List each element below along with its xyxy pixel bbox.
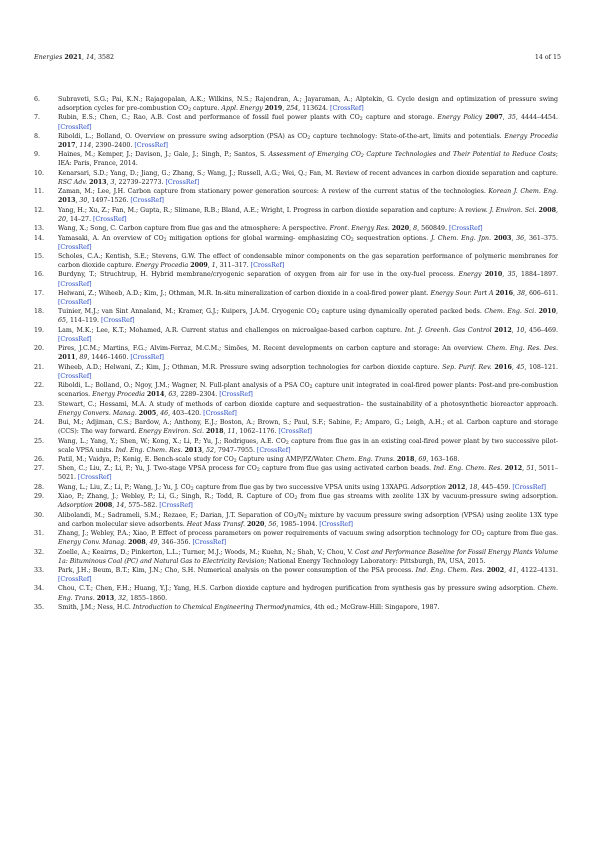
reference-item xyxy=(34,566,558,584)
reference-number: 20. xyxy=(34,345,44,353)
reference-text: Zhang, J.; Webley, P.A.; Xiao, P. Effect of process parameters on power requirements of vacuum swing adsorption technology for $CO_2$ capture from flue gas. Energy Conv. Manag. 2008, 49, 346–356. xyxy=(58,530,558,547)
reference-item xyxy=(34,548,558,566)
reference-text: Haines, M.; Kemper, J.; Davison, J.; Gale, J.; Singh, P.; Santos, S. Assessment of Emerging $CO_2$ Capture Technologies and Their Potential to Reduce Costs; IEA: Paris, France, 2014. xyxy=(58,151,558,168)
reference-text: Yang, H.; Xu, Z.; Fan, M.; Gupta, R.; Slimane, R.B.; Bland, A.E.; Wright, I. Progress in carbon dioxide separation and capture: A review. J. Environ. Sci. 2008, 20, 14–27. xyxy=(58,206,558,223)
journal-volume: 14 xyxy=(85,54,94,61)
reference-item xyxy=(34,363,558,381)
reference-text: Rubin, E.S.; Chen, C.; Rao, A.B. Cost and performance of fossil fuel power plants with $CO_2$ capture and storage. Energy Policy 2007, 35, 4444–4454. xyxy=(58,114,559,123)
crossref-link[interactable]: [CrossRef] xyxy=(219,391,253,399)
reference-number: 27. xyxy=(34,465,44,473)
crossref-link[interactable]: [CrossRef] xyxy=(100,317,135,325)
reference-text: Zoelle, A.; Keairns, D.; Pinkerton, L.L.; Turner, M.J.; Woods, M.; Kuehn, N.; Shah, V.; Chou, V. Cost and Performance Baseline for Fossil Energy Plants Volume 1a: Bituminous Coal (PC) and Natural Gas to Electricity Revision; National Energy Technology Laboratory: Pittsburgh, PA, USA, 2015. xyxy=(58,548,558,565)
reference-number: 34. xyxy=(34,585,44,593)
reference-text: Stewart, C.; Hessami, M.A. A study of methods of carbon dioxide capture and sequestration– the sustainability of a photosynthetic bioreactor approach. Energy Convers. Manag. 2005, 46, 403–420. xyxy=(58,400,558,417)
reference-number: 12. xyxy=(34,206,44,214)
reference-text: Xiao, P.; Zhang, J.; Webley, P.; Li, G.; Singh, R.; Todd, R. Capture of $CO_2$ from flue gas streams with zeolite 13X by vacuum-pressure swing adsorption. Adsorption 2008, 14, 575–582. xyxy=(58,493,558,510)
reference-text: Scholes, C.A.; Kentish, S.E.; Stevens, G.W. The effect of condensable minor components on the gas separation performance of polymeric membranes for carbon dioxide capture. Energy Procedia 2009, 1, 311–317. xyxy=(58,252,558,270)
reference-text: Alibolandi, M.; Sadrameli, S.M.; Rezaee, F.; Darian, J.T. Separation of $CO_2/N_2$ mixture by vacuum pressure swing adsorption (VPSA) using zeolite 13X type and carbon molecular sieve adsorbents. Heat Mass Transf. 2020, 56, 1985–1994. xyxy=(58,511,558,528)
crossref-link[interactable]: [CrossRef] xyxy=(134,142,168,149)
crossref-link[interactable]: [CrossRef] xyxy=(512,483,546,491)
journal-citation: Energies 2021, 14, 3582 xyxy=(34,54,115,61)
reference-item xyxy=(34,95,558,113)
reference-item xyxy=(34,455,558,464)
reference-text: Pires, J.C.M.; Martins, F.G.; Alvim-Ferraz, M.C.M.; Simões, M. Recent developments on carbon capture and storage: An overview. Chem. Eng. Res. Des. 2011, 89, 1446–1460. xyxy=(58,345,558,362)
crossref-link[interactable]: [CrossRef] xyxy=(77,474,112,482)
reference-item xyxy=(34,381,558,399)
reference-item xyxy=(34,418,558,436)
reference-number: 26. xyxy=(34,455,44,463)
reference-number: 23. xyxy=(34,400,44,408)
crossref-link[interactable]: [CrossRef] xyxy=(130,354,164,362)
reference-text: Smith, J.M.; Ness, H.C. Introduction to Chemical Engineering Thermodynamics, 4th ed.; McGraw-Hill: Singapore, 1987. xyxy=(58,603,440,611)
crossref-link[interactable]: [CrossRef] xyxy=(250,262,285,270)
reference-text: Tuinier, M.J.; van Sint Annaland, M.; Kramer, G.J.; Kuipers, J.A.M. Cryogenic $CO_2$ capture using dynamically operated packed beds. Chem. Eng. Sci. 2010, 65, 114–119. xyxy=(58,308,558,325)
reference-number: 11. xyxy=(34,188,44,196)
reference-number: 18. xyxy=(34,308,44,316)
reference-number: 35. xyxy=(34,603,44,611)
crossref-link[interactable]: [CrossRef] xyxy=(58,123,92,131)
reference-number: 31. xyxy=(34,530,44,538)
crossref-link[interactable]: [CrossRef] xyxy=(165,178,200,186)
crossref-link[interactable]: [CrossRef] xyxy=(58,372,92,380)
reference-item xyxy=(34,113,558,131)
crossref-link[interactable]: [CrossRef] xyxy=(58,335,92,343)
reference-item xyxy=(34,584,558,602)
crossref-link[interactable]: [CrossRef] xyxy=(278,428,312,436)
journal-name: Energies xyxy=(34,54,63,61)
reference-item xyxy=(34,511,558,529)
reference-number: 22. xyxy=(34,382,44,390)
reference-number: 13. xyxy=(34,225,44,233)
reference-text: Yamasaki, A. An overview of $CO_2$ mitigation options for global warming- emphasizing $CO_2$ sequestration options. J. Chem. Eng. Jpn. 2003, 36, 361–375. xyxy=(58,234,558,243)
reference-text: Helwani, Z.; Wiheeb, A.D.; Kim, J.; Othman, M.R. In-situ mineralization of carbon dioxide in a coal-fired power plant. Energy Sour. Part A 2016, 38, 606–611. xyxy=(58,289,558,297)
crossref-link[interactable]: [CrossRef] xyxy=(130,197,164,205)
crossref-link[interactable]: [CrossRef] xyxy=(203,409,237,417)
reference-text: Wiheeb, A.D.; Helwani, Z.; Kim, J.; Othman, M.R. Pressure swing adsorption technologies for carbon dioxide capture. Sep. Purif. Rev. 2016, 45, 108–121. xyxy=(58,363,558,371)
reference-number: 33. xyxy=(34,566,44,574)
reference-item xyxy=(34,483,558,492)
reference-item xyxy=(34,150,558,168)
crossref-link[interactable]: [CrossRef] xyxy=(58,576,92,584)
reference-item xyxy=(34,187,558,205)
crossref-link[interactable]: [CrossRef] xyxy=(159,502,193,510)
reference-text: Riboldi, L.; Bolland, O.; Ngoy, J.M.; Wagner, N. Full-plant analysis of a PSA $CO_2$ capture unit integrated in coal-fired power plants: Post-and pre-combustion scenarios. Energy Procedia 2014, 63, 2289–2304. xyxy=(58,382,559,399)
page-number: 14 of 15 xyxy=(534,54,561,61)
reference-text: Subraveti, S.G.; Pai, K.N.; Rajagopalan, A.K.; Wilkins, N.S.; Rajendran, A.; Jayaraman, A.; Alptekin, G. Cycle design and optimization of pressure swing adsorption cycles for pre-combustion $CO_2$ capture. Appl. Energy 2019, 254, 113624. xyxy=(58,96,558,114)
reference-number: 9. xyxy=(34,151,40,159)
article-number: 3582 xyxy=(98,54,115,61)
reference-item xyxy=(34,234,558,252)
reference-text: Zaman, M.; Lee, J.H. Carbon capture from stationary power generation sources: A review of the current status of the technologies. Korean J. Chem. Eng. 2013, 30, 1497–1526. xyxy=(58,188,558,205)
journal-year: 2021 xyxy=(64,54,82,61)
reference-number: 15. xyxy=(34,252,44,260)
reference-number: 30. xyxy=(34,511,44,519)
reference-item xyxy=(34,270,558,288)
reference-item xyxy=(34,206,558,224)
reference-item xyxy=(34,603,558,612)
reference-list xyxy=(34,95,558,612)
crossref-link[interactable]: [CrossRef] xyxy=(58,280,92,288)
page-header xyxy=(34,54,561,66)
crossref-link[interactable]: [CrossRef] xyxy=(256,446,291,454)
reference-number: 24. xyxy=(34,419,44,427)
reference-item xyxy=(34,464,558,482)
reference-text: Kenarsari, S.D.; Yang, D.; Jiang, G.; Zhang, S.; Wang, J.; Russell, A.G.; Wei, Q.; Fan, M. Review of recent advances in carbon dioxide separation and capture. RSC Adv. 2013, 3, 22739–22773. xyxy=(58,169,558,186)
reference-item xyxy=(34,224,558,233)
reference-number: 28. xyxy=(34,483,44,491)
reference-text: Chou, C.T.; Chen, F.H.; Huang, Y.J.; Yang, H.S. Carbon dioxide capture and hydrogen purification from synthesis gas by pressure swing adsorption. Chem. Eng. Trans. 2013, 32, 1855–1860. xyxy=(58,585,558,602)
reference-number: 7. xyxy=(34,114,40,122)
reference-number: 8. xyxy=(34,132,40,140)
crossref-link[interactable]: [CrossRef] xyxy=(58,298,92,306)
reference-item xyxy=(34,344,558,362)
reference-text: Wang, L.; Yang, Y.; Shen, W.; Kong, X.; Li, P.; Yu, J.; Rodrigues, A.E. $CO_2$ capture from flue gas in an existing coal-fired power plant by two successive pilot-scale VPSA units. Ind. Eng. Chem. Res. 2013, 52, 7947–7955. xyxy=(58,437,558,454)
reference-item xyxy=(34,326,558,344)
reference-number: 29. xyxy=(34,493,44,501)
reference-number: 6. xyxy=(34,96,40,103)
crossref-link[interactable]: [CrossRef] xyxy=(192,539,227,547)
reference-item xyxy=(34,307,558,325)
reference-number: 25. xyxy=(34,437,44,445)
reference-item xyxy=(34,252,558,270)
reference-item xyxy=(34,289,558,307)
reference-item xyxy=(34,492,558,510)
reference-text: Shen, C.; Liu, Z.; Li, P.; Yu, J. Two-stage VPSA process for $CO_2$ capture from flue gas using activated carbon beads. Ind. Eng. Chem. Res. 2012, 51, 5011–5021. xyxy=(58,465,558,482)
reference-item xyxy=(34,529,558,547)
reference-number: 16. xyxy=(34,271,44,279)
reference-item xyxy=(34,400,558,418)
crossref-link[interactable]: [CrossRef] xyxy=(330,105,364,113)
reference-text: Park, J.H.; Beum, B.T.; Kim, J.N.; Cho, S.H. Numerical analysis on the power consumption of the PSA process. Ind. Eng. Chem. Res. 2002, 41, 4122–4131. xyxy=(58,566,559,574)
crossref-link[interactable]: [CrossRef] xyxy=(93,215,127,223)
reference-item xyxy=(34,132,558,150)
reference-text: Bui, M.; Adjiman, C.S.; Bardow, A.; Anthony, E.J.; Boston, A.; Brown, S.; Paul, S.F.; Sabine, F.; Amparo, G.; Leigh, A.H.; et al. Carbon capture and storage (CCS): The way forward. Energy Environ. Sci. 2018, 11, 1062–1176. xyxy=(58,419,558,436)
reference-number: 14. xyxy=(34,234,44,242)
reference-text: Riboldi, L.; Bolland, O. Overview on pressure swing adsorption (PSA) as $CO_2$ capture technology: State-of-the-art, limits and potentials. Energy Procedia 2017, 114, 2390–2400. xyxy=(58,132,558,149)
reference-item xyxy=(34,437,558,455)
reference-number: 10. xyxy=(34,169,44,177)
reference-text: Lam, M.K.; Lee, K.T.; Mohamed, A.R. Current status and challenges on microalgae-based carbon capture. Int. J. Greenh. Gas Control 2012, 10, 456–469. xyxy=(58,326,559,334)
reference-text: Patil, M.; Vaidya, P.; Kenig, E. Bench-scale study for $CO_2$ Capture using AMP/PZ/Water. Chem. Eng. Trans. 2018, 69, 163–168. xyxy=(58,455,460,464)
reference-item xyxy=(34,169,558,187)
reference-text: Wang, X.; Song, C. Carbon capture from flue gas and the atmosphere: A perspective. Front. Energy Res. 2020, 8, 560849. xyxy=(58,225,447,233)
reference-number: 21. xyxy=(34,363,44,371)
crossref-link[interactable]: [CrossRef] xyxy=(448,225,483,233)
crossref-link[interactable]: [CrossRef] xyxy=(319,520,353,528)
reference-number: 19. xyxy=(34,326,44,334)
crossref-link[interactable]: [CrossRef] xyxy=(58,243,92,251)
reference-number: 32. xyxy=(34,548,44,556)
reference-number: 17. xyxy=(34,289,44,297)
reference-text: Burdyny, T.; Struchtrup, H. Hybrid membrane/cryogenic separation of oxygen from air for use in the oxy-fuel process. Energy 2010, 35, 1884–1897. xyxy=(58,271,558,279)
reference-text: Wang, L.; Liu, Z.; Li, P.; Wang, J.; Yu, J. $CO_2$ capture from flue gas by two successive VPSA units using 13XAPG. Adsorption 2012, 18, 445–459. xyxy=(58,483,511,492)
